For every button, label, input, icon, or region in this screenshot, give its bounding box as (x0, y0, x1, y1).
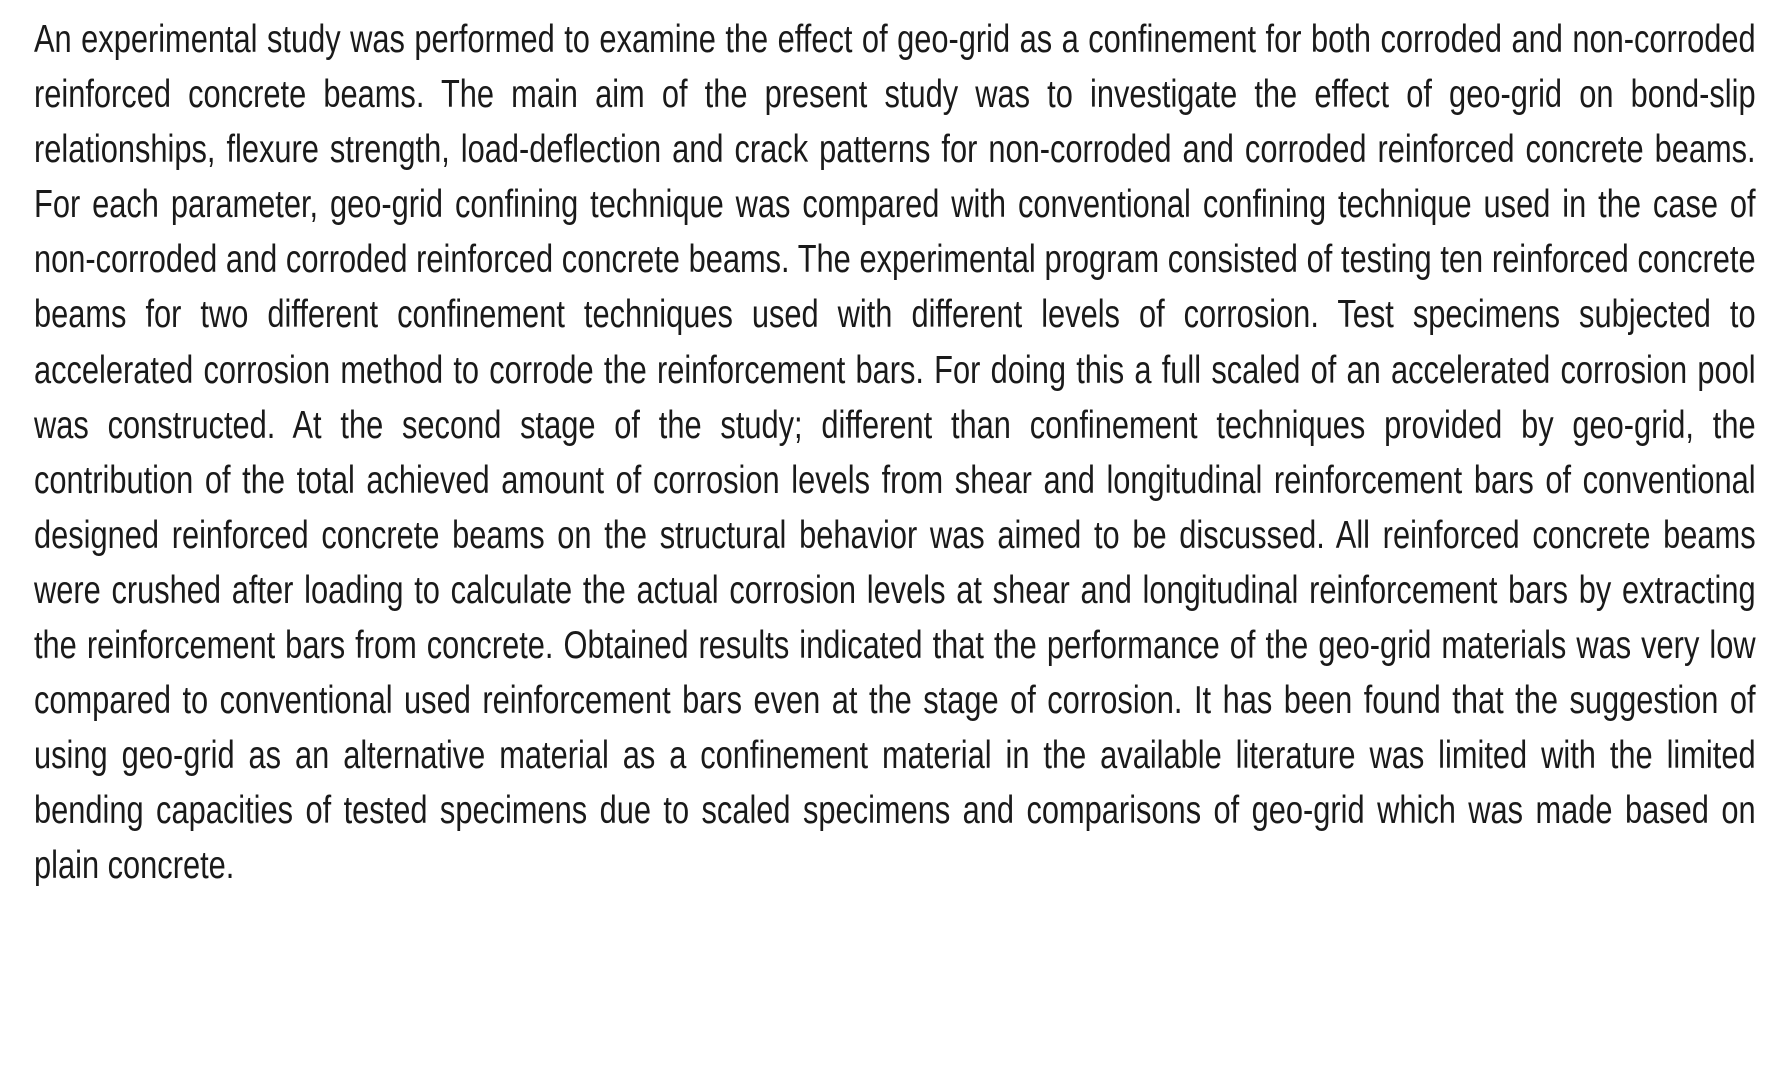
abstract-paragraph: An experimental study was performed to examine the effect of geo-grid as a confinement for both corroded and non-corroded reinforced concrete beams. The main aim of the present study was to investigate the effect of geo-grid on bond-slip relationships, flexure strength, load-deflection and crack patterns for non-corroded and corroded reinforced concrete beams. For each parameter, geo-grid confining technique was compared with conventional confining technique used in the case of non-corroded and corroded reinforced concrete beams. The experimental program consisted of testing ten reinforced concrete beams for two different confinement techniques used with different levels of corrosion. Test specimens subjected to accelerated corrosion method to corrode the reinforcement bars. For doing this a full scaled of an accelerated corrosion pool was constructed. At the second stage of the study; different than confinement techniques provided by geo-grid, the contribution of the total achieved amount of corrosion levels from shear and longitudinal reinforcement bars of conventional designed reinforced concrete beams on the structural behavior was aimed to be discussed. All reinforced concrete beams were crushed after loading to calculate the actual corrosion levels at shear and longitudinal reinforcement bars by extracting the reinforcement bars from concrete. Obtained results indicated that the performance of the geo-grid materials was very low compared to conventional used reinforcement bars even at the stage of corrosion. It has been found that the suggestion of using geo-grid as an alternative material as a confinement material in the available literature was limited with the limited bending capacities of tested specimens due to scaled specimens and comparisons of geo-grid which was made based on plain concrete. (34, 18, 1756, 888)
